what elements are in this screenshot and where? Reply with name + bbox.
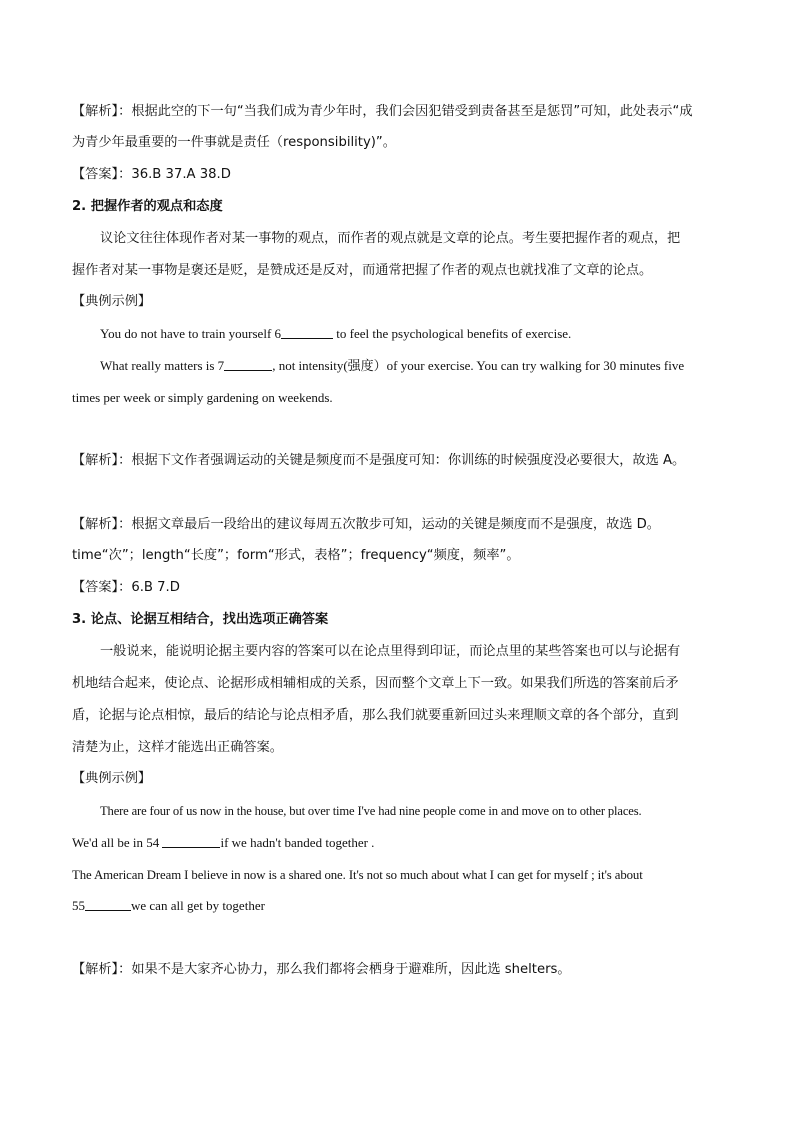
paragraph-line: 机地结合起来，使论点、论据形成相辅相成的关系，因而整个文章上下一致。如果我们所选的答案前后矛 [72,676,679,691]
analysis-line: 【解析】：根据下文作者强调运动的关键是频度而不是强度可知：你训练的时候强度没必要很大，故选 A。 [72,453,686,468]
question-text: to feel the psychological benefits of exercise. [333,326,572,341]
passage-text: 55 [72,898,85,913]
analysis-line: 为青少年最重要的一件事就是责任（responsibility)”。 [72,135,396,150]
analysis-paragraph [72,101,724,123]
question-text: You do not have to train yourself 6 [100,326,282,341]
paragraph-line: 一般说来，能说明论据主要内容的答案可以在论点里得到印证，而论点里的某些答案也可以与论据有 [100,644,681,659]
answer-blank [224,357,272,371]
paragraph-line: 握作者对某一事物是褒还是贬，是赞成还是反对，而通常把握了作者的观点也就找准了文章的论点。 [72,263,653,278]
answer-blank [162,834,220,848]
passage-line: The American Dream I believe in now is a shared one. It's not so much about what I can get for myself ; it's about [72,868,643,882]
analysis-line: 【解析】：根据此空的下一句“当我们成为青少年时，我们会因犯错受到责备甚至是惩罚”可知，此处表示“成 [72,104,693,119]
paragraph-line: 议论文往往体现作者对某一事物的观点，而作者的观点就是文章的论点。考生要把握作者的观点，把 [100,231,681,246]
question-7 [100,355,724,377]
answer-blank [281,325,333,339]
analysis-line: time“次”；length“长度”；form“形式，表格”；frequency“频度，频率”。 [72,548,520,563]
question-text: , not intensity(强度）of your exercise. You can try walking for 30 minutes five [272,358,685,373]
paragraph-line: 盾，论据与论点相惊，最后的结论与论点相矛盾，那么我们就要重新回过头来理顺文章的各个部分，直到 [72,708,679,723]
analysis-line: 【解析】：根据文章最后一段给出的建议每周五次散步可知，运动的关键是频度而不是强度，故选 D。 [72,517,660,532]
passage-line [72,832,724,854]
question-text: times per week or simply gardening on weekends. [72,390,333,405]
section-heading-3: 3. 论点、论据互相结合，找出选项正确答案 [72,612,329,627]
question-6 [100,323,724,345]
answer-line: 【答案】：36.B 37.A 38.D [72,167,231,182]
example-label: 【典例示例】 [72,294,152,309]
paragraph-line: 清楚为止，这样才能选出正确答案。 [72,740,283,755]
analysis-line: 【解析】：如果不是大家齐心协力，那么我们都将会栖身于避难所，因此选 shelters。 [72,962,571,977]
passage-line: There are four of us now in the house, but over time I've had nine people come in and move on to other places. [100,804,642,818]
question-text: What really matters is 7 [100,358,225,373]
answer-line: 【答案】：6.B 7.D [72,580,180,595]
section-heading-2: 2. 把握作者的观点和态度 [72,199,223,214]
passage-line [72,895,724,917]
answer-blank [85,897,131,911]
example-label: 【典例示例】 [72,771,152,786]
passage-text: We'd all be in 54 [72,835,163,850]
passage-text: if we hadn't banded together . [220,835,375,850]
passage-text: we can all get by together [131,898,265,913]
